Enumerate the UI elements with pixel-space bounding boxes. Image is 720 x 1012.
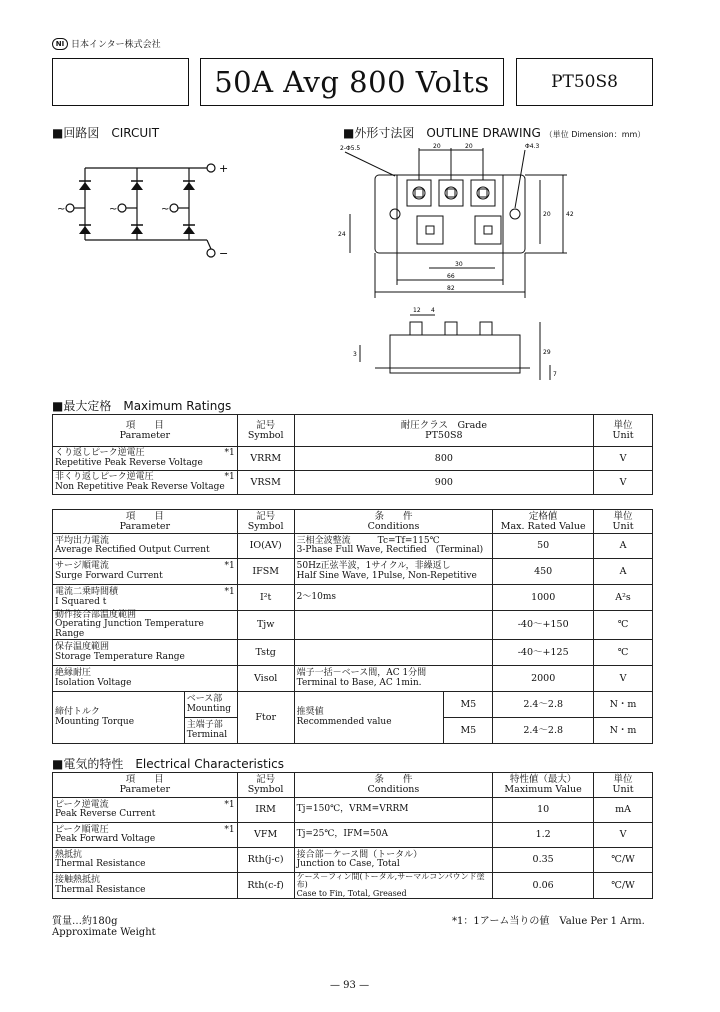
- unit-en: Unit: [612, 784, 634, 795]
- cond-en: Recommended value: [296, 716, 392, 727]
- unit-cell: A: [594, 534, 653, 559]
- cond-header: [294, 510, 493, 534]
- cond-jp: 三相全波整流 Tc=Tf=115℃: [296, 535, 440, 546]
- part-number: PT50S8: [551, 72, 618, 92]
- param-en: Parameter: [119, 429, 171, 441]
- unit-cell: V: [594, 447, 653, 471]
- param-jp: 平均出力電流: [55, 535, 110, 546]
- symbol-header: [237, 773, 294, 798]
- param-cell: [53, 447, 238, 471]
- sub2-jp: 主端子部: [186, 720, 223, 731]
- cond-cell: [294, 585, 493, 611]
- val-jp: 特性値（最大）: [509, 774, 577, 786]
- unit-header: [594, 773, 653, 798]
- cond-cell: [294, 873, 493, 899]
- symbol-cell: Visol: [237, 666, 294, 692]
- param-jp: 絶縁耐圧: [55, 668, 92, 679]
- cond-cell: [294, 559, 493, 585]
- dim-h42: 42: [566, 211, 574, 218]
- param-en: Peak Reverse Current: [55, 809, 156, 819]
- dim-29: 29: [543, 349, 551, 356]
- grade-val: PT50S8: [425, 429, 463, 441]
- dim-h20: 20: [543, 211, 551, 218]
- sym-jp: 記号: [256, 774, 276, 786]
- param-jp: 熱抵抗: [55, 849, 83, 860]
- param-en: Non Repetitive Peak Reverse Voltage: [55, 481, 225, 492]
- ni-logo-mark: NI: [52, 38, 68, 50]
- sub1-jp: ベース部: [186, 694, 223, 705]
- value-cell: 900: [294, 471, 593, 495]
- page-number: — 93 —: [330, 980, 370, 991]
- value-cell: 1.2: [493, 823, 594, 848]
- dim-7: 7: [553, 371, 557, 378]
- torque-en: Mounting Torque: [55, 716, 135, 727]
- param-cell: [53, 823, 238, 848]
- weight-note: [52, 912, 156, 938]
- weight-en: Approximate Weight: [52, 927, 156, 938]
- symbol-cell: VRSM: [237, 471, 294, 495]
- param-jp: サージ順電流: [55, 561, 109, 572]
- table-row: [53, 666, 653, 692]
- param-jp: くり返しピーク逆電圧: [55, 448, 145, 459]
- max-ratings-table-2: [52, 509, 653, 744]
- param-cell: [53, 611, 238, 640]
- torque-m2: M5: [444, 718, 493, 744]
- param-en: Average Rectified Output Current: [55, 545, 210, 555]
- param-en: I Squared t: [55, 596, 107, 607]
- cond-cell: [294, 666, 493, 692]
- dim-20b: 20: [465, 143, 473, 150]
- param-cell: [53, 848, 238, 873]
- table-row: [53, 873, 653, 899]
- cond-cell: Tj=25℃，IFM=50A: [294, 823, 493, 848]
- table-row: [53, 559, 653, 585]
- symbol-cell: Rth(c-f): [237, 873, 294, 899]
- outline-heading: [343, 124, 645, 141]
- value-cell: 0.35: [493, 848, 594, 873]
- grade-jp: 耐圧クラス Grade: [400, 419, 487, 431]
- blank-title-box: [52, 58, 189, 106]
- dim-hole-dia: Φ4.3: [525, 143, 540, 150]
- dim-66: 66: [447, 273, 455, 280]
- dim-20a: 20: [433, 143, 441, 150]
- circuit-diagram: [55, 150, 235, 265]
- param-header: [53, 510, 238, 534]
- torque-sub2: [184, 718, 237, 744]
- value-cell: 1000: [493, 585, 594, 611]
- company-name: 日本インター株式会社: [71, 40, 161, 50]
- torque-m1: M5: [444, 692, 493, 718]
- dim-12: 12: [413, 307, 421, 314]
- symbol-header: [237, 415, 294, 447]
- cond-en: Junction to Case, Total: [296, 859, 400, 869]
- table-header: [53, 415, 653, 447]
- page-title: [200, 58, 504, 106]
- weight-jp: 質量…約180g: [52, 916, 118, 927]
- param-cell: [53, 534, 238, 559]
- cond-jp: 端子一括－ベース間，AC 1分間: [296, 668, 427, 679]
- cond-en: Conditions: [367, 784, 420, 795]
- unit-cell: ℃/W: [594, 873, 653, 899]
- table-row: [53, 447, 653, 471]
- param-en: Peak Forward Voltage: [55, 834, 156, 844]
- dim-4: 4: [431, 307, 435, 314]
- max-ratings-heading: ■最大定格 Maximum Ratings: [52, 399, 232, 413]
- param-jp: 非くり返しピーク逆電圧: [55, 472, 154, 483]
- table-row: [53, 848, 653, 873]
- unit-cell: A: [594, 559, 653, 585]
- param-cell: [53, 471, 238, 495]
- symbol-cell: I²t: [237, 585, 294, 611]
- torque-jp: 締付トルク: [55, 707, 100, 718]
- cond-jp: 推奨値: [296, 707, 324, 718]
- val-en: Max. Rated Value: [500, 520, 586, 532]
- value-cell: 10: [493, 798, 594, 823]
- circuit-heading: ■回路図 CIRCUIT: [52, 126, 160, 140]
- unit-header: [594, 510, 653, 534]
- sym-en: Symbol: [247, 520, 284, 532]
- cond-jp: 条 件: [374, 774, 413, 786]
- sym-jp: 記号: [256, 510, 276, 522]
- table-row: [53, 534, 653, 559]
- unit-cell: ℃/W: [594, 848, 653, 873]
- symbol-cell: Tjw: [237, 611, 294, 640]
- part-number-box: [516, 58, 653, 106]
- param-cell: [53, 640, 238, 666]
- symbol-cell: VRRM: [237, 447, 294, 471]
- title-text: 50A Avg 800 Volts: [214, 65, 490, 99]
- grade-header: [294, 415, 593, 447]
- param-en: Surge Forward Current: [55, 570, 163, 581]
- max-ratings-table-1: [52, 414, 653, 495]
- dim-h24: 24: [338, 231, 346, 238]
- cond-header: [294, 773, 493, 798]
- value-cell: 2000: [493, 666, 594, 692]
- value-cell: 0.06: [493, 873, 594, 899]
- unit-header: [594, 415, 653, 447]
- torque-symbol: Ftor: [237, 692, 294, 744]
- param-en: Parameter: [119, 520, 171, 532]
- cond-cell: [294, 611, 493, 640]
- table-row: [53, 798, 653, 823]
- cond-cell: Tj=150℃，VRM=VRRM: [294, 798, 493, 823]
- unit-cell: ℃: [594, 640, 653, 666]
- unit-cell: ℃: [594, 611, 653, 640]
- outline-heading-text: ■外形寸法図 OUTLINE DRAWING: [343, 126, 541, 140]
- value-header: [493, 510, 594, 534]
- sym-en: Symbol: [247, 429, 284, 441]
- unit-jp: 単位: [613, 774, 633, 786]
- dim-82: 82: [447, 285, 455, 292]
- symbol-cell: Tstg: [237, 640, 294, 666]
- param-en: Parameter: [119, 784, 171, 795]
- unit-jp: 単位: [613, 510, 633, 522]
- param-en: Repetitive Peak Reverse Voltage: [55, 457, 203, 468]
- param-jp: 保存温度範囲: [55, 642, 110, 653]
- cond-jp: 接合部－ケース間（トータル）: [296, 849, 423, 860]
- param-en: Storage Temperature Range: [55, 651, 185, 662]
- ac-terminal-label-3: ~: [161, 204, 170, 215]
- cond-en: Case to Fin, Total, Greased: [296, 888, 407, 898]
- param-jp: 接触熱抵抗: [55, 875, 101, 886]
- cond-jp: 50Hz正弦半波，1サイクル，非繰返し: [296, 561, 451, 572]
- param-cell: [53, 559, 238, 585]
- cond-jp: 条 件: [374, 510, 413, 522]
- symbol-cell: IFSM: [237, 559, 294, 585]
- symbol-cell: IO(AV): [237, 534, 294, 559]
- ac-terminal-label-1: ~: [57, 204, 66, 215]
- sub2-en: Terminal: [186, 729, 228, 740]
- cond-cell: [294, 640, 493, 666]
- cond-en: 3-Phase Full Wave, Rectified (Terminal): [296, 545, 484, 555]
- note: *1: [224, 561, 235, 572]
- param-jp: 項 目: [125, 510, 164, 522]
- unit-en: Unit: [612, 429, 634, 441]
- param-en: Isolation Voltage: [55, 677, 132, 688]
- param-en: Thermal Resistance: [55, 884, 146, 895]
- cond-en: Half Sine Wave, 1Pulse, Non-Repetitive: [296, 570, 477, 581]
- dim-3: 3: [353, 351, 357, 358]
- param-jp: ピーク逆電流: [55, 799, 109, 810]
- table-row: [53, 823, 653, 848]
- table-row: [53, 585, 653, 611]
- param-cell: [53, 585, 238, 611]
- torque-u2: N・m: [594, 718, 653, 744]
- param-cell: [53, 873, 238, 899]
- note: *1: [224, 472, 235, 483]
- unit-jp: 単位: [613, 419, 633, 431]
- cond-cell: [294, 848, 493, 873]
- unit-cell: V: [594, 471, 653, 495]
- dim-holes: 2-Φ5.5: [340, 145, 361, 152]
- param-jp: 動作接合部温度範囲: [55, 610, 137, 620]
- elec-heading: ■電気的特性 Electrical Characteristics: [52, 757, 285, 771]
- param-en: Operating Junction Temperature Range: [55, 619, 204, 639]
- company-logo: [52, 37, 161, 50]
- cond-en: Conditions: [367, 520, 420, 532]
- param-header: [53, 773, 238, 798]
- unit-cell: V: [594, 823, 653, 848]
- torque-row: [53, 692, 653, 718]
- unit-cell: V: [594, 666, 653, 692]
- value-cell: 450: [493, 559, 594, 585]
- dim-30: 30: [455, 261, 463, 268]
- symbol-cell: Rth(j-c): [237, 848, 294, 873]
- symbol-header: [237, 510, 294, 534]
- torque-cond: [294, 692, 444, 744]
- value-cell: -40〜+150: [493, 611, 594, 640]
- torque-param: [53, 692, 185, 744]
- param-header: [53, 415, 238, 447]
- value-cell: -40〜+125: [493, 640, 594, 666]
- param-jp: 項 目: [125, 774, 164, 786]
- torque-u1: N・m: [594, 692, 653, 718]
- unit-cell: mA: [594, 798, 653, 823]
- cond-jp: ケース－フィン間(トータル,サーマルコンパウンド塗布): [296, 872, 485, 890]
- footnote: *1：1アーム当りの値 Value Per 1 Arm.: [452, 916, 645, 927]
- note: *1: [224, 587, 235, 598]
- table-header: [53, 510, 653, 534]
- note: *1: [224, 824, 235, 835]
- table-row: [53, 640, 653, 666]
- table-header: [53, 773, 653, 798]
- value-cell: 50: [493, 534, 594, 559]
- outline-drawing: [335, 140, 655, 390]
- param-jp: 項 目: [125, 419, 164, 431]
- table-row: [53, 471, 653, 495]
- table-row: [53, 611, 653, 640]
- unit-en: Unit: [612, 520, 634, 532]
- torque-sub1: [184, 692, 237, 718]
- val-en: Maximum Value: [504, 784, 582, 795]
- elec-table: [52, 772, 653, 899]
- param-cell: [53, 666, 238, 692]
- param-jp: 電流二乗時間積: [55, 587, 119, 598]
- sub1-en: Mounting: [186, 703, 231, 714]
- symbol-cell: VFM: [237, 823, 294, 848]
- plus-terminal-label: +: [219, 162, 229, 175]
- cond-jp: 2〜10ms: [296, 591, 336, 602]
- torque-v2: 2.4〜2.8: [493, 718, 594, 744]
- minus-terminal-label: −: [219, 247, 229, 260]
- note: *1: [224, 448, 235, 459]
- sym-jp: 記号: [256, 419, 276, 431]
- ac-terminal-label-2: ~: [109, 204, 118, 215]
- outline-unit: （単位 Dimension：mm）: [544, 130, 646, 139]
- param-cell: [53, 798, 238, 823]
- param-jp: ピーク順電圧: [55, 824, 109, 835]
- torque-v1: 2.4〜2.8: [493, 692, 594, 718]
- symbol-cell: IRM: [237, 798, 294, 823]
- cond-en: Terminal to Base, AC 1min.: [296, 677, 422, 688]
- cond-cell: [294, 534, 493, 559]
- unit-cell: A²s: [594, 585, 653, 611]
- param-en: Thermal Resistance: [55, 859, 146, 869]
- val-jp: 定格値: [528, 510, 558, 522]
- value-cell: 800: [294, 447, 593, 471]
- note: *1: [224, 799, 235, 810]
- value-header: [493, 773, 594, 798]
- sym-en: Symbol: [247, 784, 284, 795]
